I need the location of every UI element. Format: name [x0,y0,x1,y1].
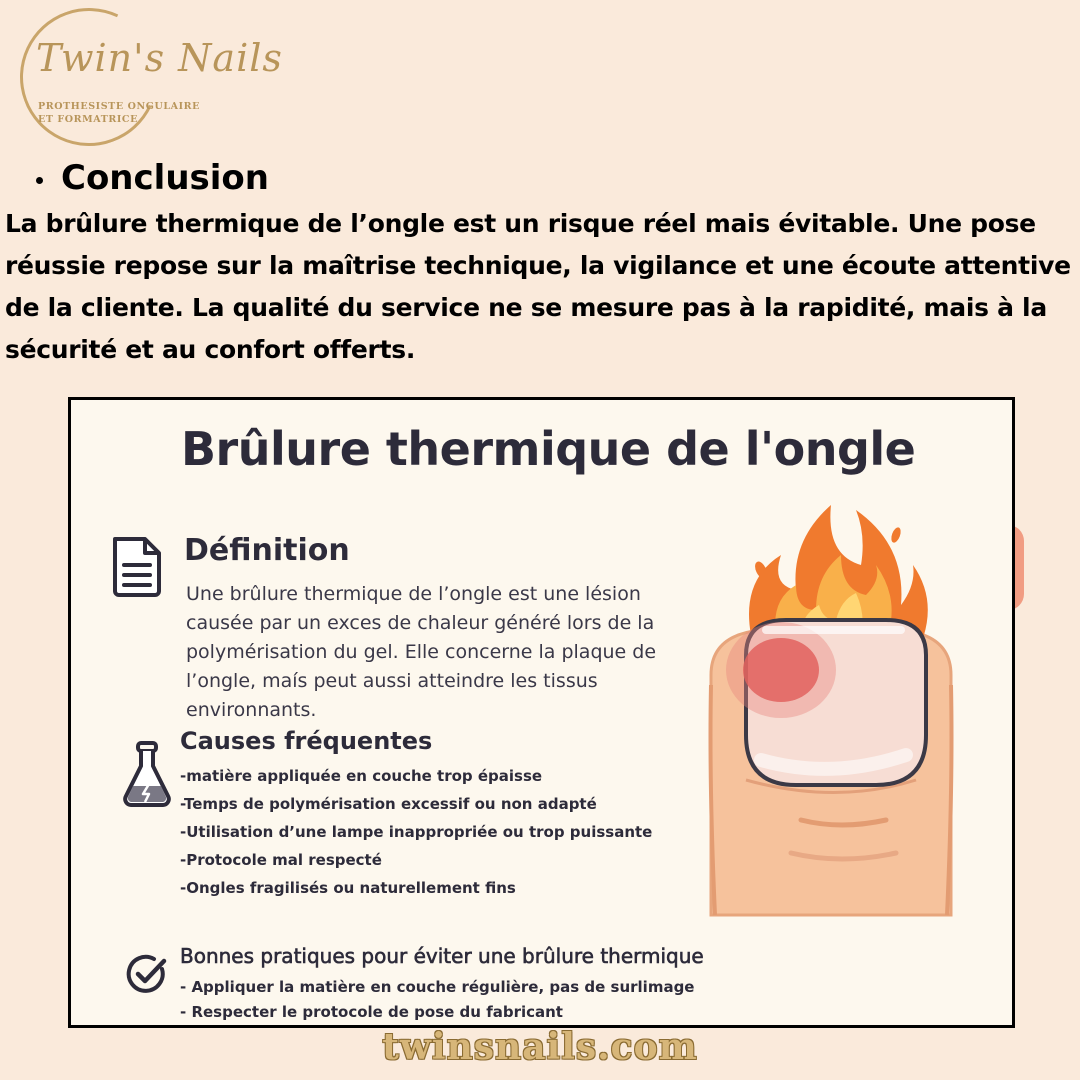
conclusion-heading-text: Conclusion [61,158,269,198]
good-practices-list [180,975,694,1025]
logo-ring [1,0,178,165]
definition-title: Définition [184,533,350,568]
causes-list [180,762,652,902]
bullet-dot [36,177,43,184]
burning-nail-illustration [701,485,1001,945]
logo-subtitle-line1: PROTHESISTE ONGULAIRE [38,101,200,112]
list-item: - Appliquer la matière en couche régulière, pas de surlimage [180,978,695,996]
conclusion-heading [36,158,269,198]
causes-title: Causes fréquentes [180,727,433,755]
list-item: -Temps de polymérisation excessif ou non adapté [180,795,597,813]
infographic-card [68,397,1015,1028]
flask-icon [121,740,173,808]
check-circle-icon [126,953,168,995]
list-item: -Utilisation d’une lampe inappropriée ou trop puissante [180,823,653,841]
conclusion-text: La brûlure thermique de l’ongle est un risque réel mais évitable. Une pose réussie repose sur la maîtrise technique, la vigilance et une écoute attentive de la cliente. La qualité du service ne se mesure pas à la rapidité, mais à la sécurité et au confort offerts. [5,209,1071,364]
website-footer: twinsnails.com [382,1026,698,1068]
logo-subtitle [38,100,238,126]
list-item: -matière appliquée en couche trop épaisse [180,767,543,785]
logo-name: Twin's Nails [36,36,283,80]
list-item: -Ongles fragilisés ou naturellement fins [180,879,516,897]
logo-subtitle-line2: ET FORMATRICE [38,114,138,125]
list-item: - Respecter le protocole de pose du fabricant [180,1003,563,1021]
document-icon [109,535,165,597]
card-title: Brûlure thermique de l'ongle [181,422,916,476]
brand-logo [14,4,283,149]
definition-text: Une brûlure thermique de l’ongle est une lésion causée par un exces de chaleur généré lors de la polymérisation du gel. Elle concerne la plaque de l’ongle, maís peut aussi atteindre les tissus environnants. [186,583,657,721]
list-item: -Protocole mal respecté [180,851,382,869]
good-practices-title: Bonnes pratiques pour éviter une brûlure thermique [180,944,704,968]
